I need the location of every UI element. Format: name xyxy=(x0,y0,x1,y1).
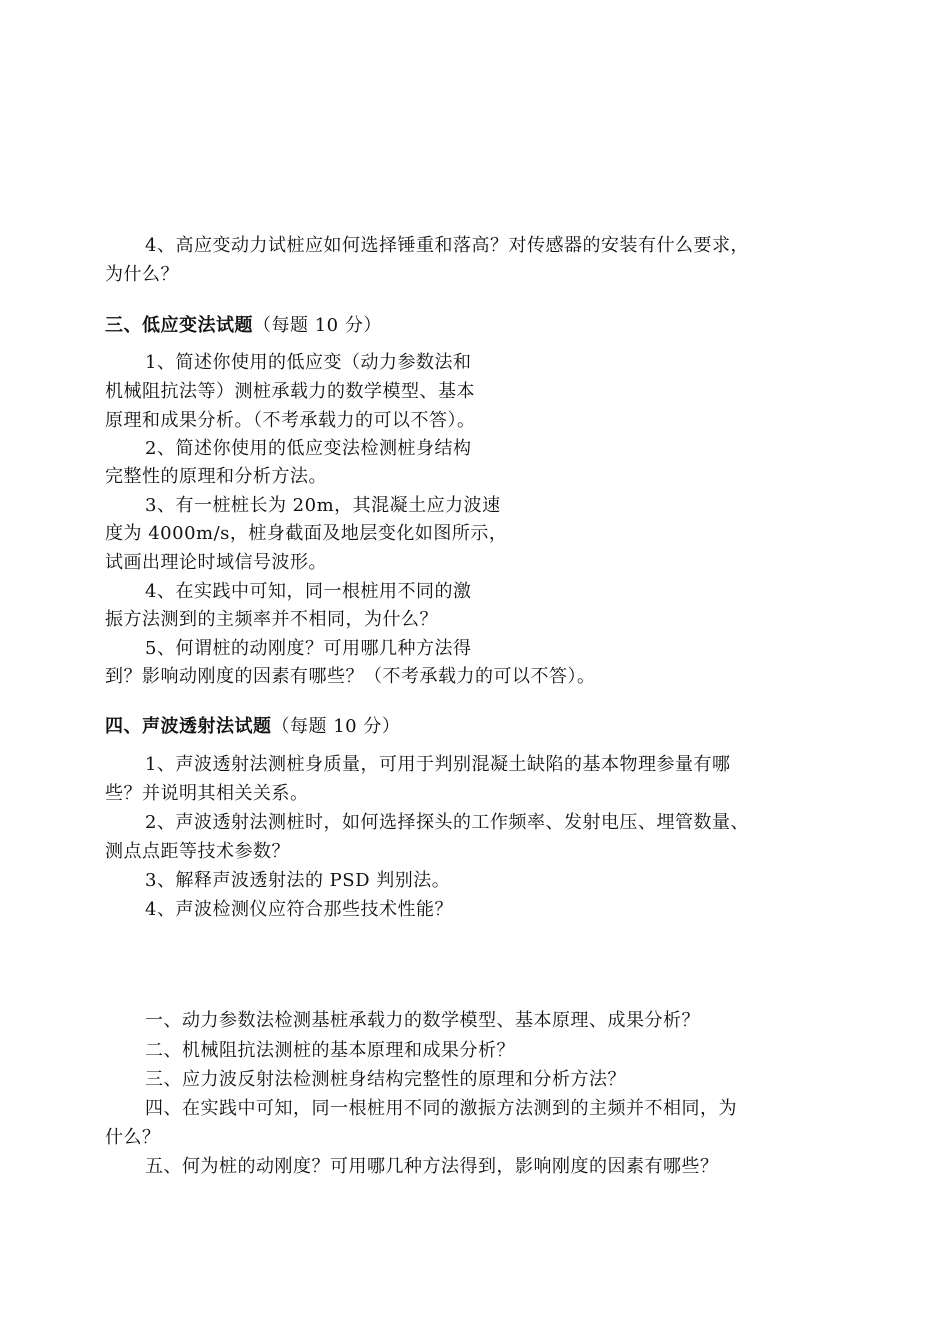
section-3-line: 度为 4000m/s，桩身截面及地层变化如图所示， xyxy=(105,523,508,544)
appendix-line: 四、在实践中可知，同一根桩用不同的激振方法测到的主频并不相同，为 xyxy=(145,1098,737,1119)
appendix-line: 二、机械阻抗法测桩的基本原理和成果分析？ xyxy=(145,1040,515,1061)
section-3-score-note: （每题 10 分） xyxy=(253,315,382,336)
section-4-line: 测点点距等技术参数？ xyxy=(105,841,290,862)
section-3-line: 3、有一桩桩长为 20m，其混凝土应力波速 xyxy=(145,495,501,516)
section-4-score-note: （每题 10 分） xyxy=(271,716,401,737)
appendix-line: 三、应力波反射法检测桩身结构完整性的原理和分析方法？ xyxy=(145,1069,626,1090)
section-3-line: 5、何谓桩的动刚度？可用哪几种方法得 xyxy=(145,638,472,659)
appendix-line: 一、动力参数法检测基桩承载力的数学模型、基本原理、成果分析？ xyxy=(145,1010,700,1031)
section-3-line: 原理和成果分析。（不考承载力的可以不答）。 xyxy=(105,410,476,431)
appendix-line: 什么？ xyxy=(105,1127,161,1148)
section-4-line: 2、声波透射法测桩时，如何选择探头的工作频率、发射电压、埋管数量、 xyxy=(145,812,749,833)
section-3-line: 到？影响动刚度的因素有哪些？（不考承载力的可以不答）。 xyxy=(105,666,596,687)
section-3-line: 完整性的原理和分析方法。 xyxy=(105,466,327,487)
question-2-4-line-2: 为什么？ xyxy=(105,264,179,285)
section-4-title: 四、声波透射法试题 xyxy=(105,716,272,737)
section-3-title: 三、低应变法试题 xyxy=(105,315,253,336)
question-2-4-line-1: 4、高应变动力试桩应如何选择锤重和落高？对传感器的安装有什么要求， xyxy=(145,235,749,256)
section-3-line: 2、简述你使用的低应变法检测桩身结构 xyxy=(145,438,472,459)
section-3-line: 试画出理论时域信号波形。 xyxy=(105,552,327,573)
section-4-line: 1、声波透射法测桩身质量，可用于判别混凝土缺陷的基本物理参量有哪 xyxy=(145,754,731,775)
appendix-line: 五、何为桩的动刚度？可用哪几种方法得到，影响刚度的因素有哪些？ xyxy=(145,1156,719,1177)
section-3-line: 4、在实践中可知，同一根桩用不同的激 xyxy=(145,581,472,602)
section-3-heading xyxy=(105,311,382,341)
section-4-heading xyxy=(105,712,400,742)
section-4-line: 3、解释声波透射法的 PSD 判别法。 xyxy=(145,870,451,891)
section-4-line: 些？并说明其相关关系。 xyxy=(105,783,309,804)
section-3-line: 机械阻抗法等）测桩承载力的数学模型、基本 xyxy=(105,381,475,402)
section-4-line: 4、声波检测仪应符合那些技术性能？ xyxy=(145,899,453,920)
section-3-line: 振方法测到的主频率并不相同，为什么？ xyxy=(105,609,438,630)
section-3-line: 1、简述你使用的低应变（动力参数法和 xyxy=(145,352,472,373)
